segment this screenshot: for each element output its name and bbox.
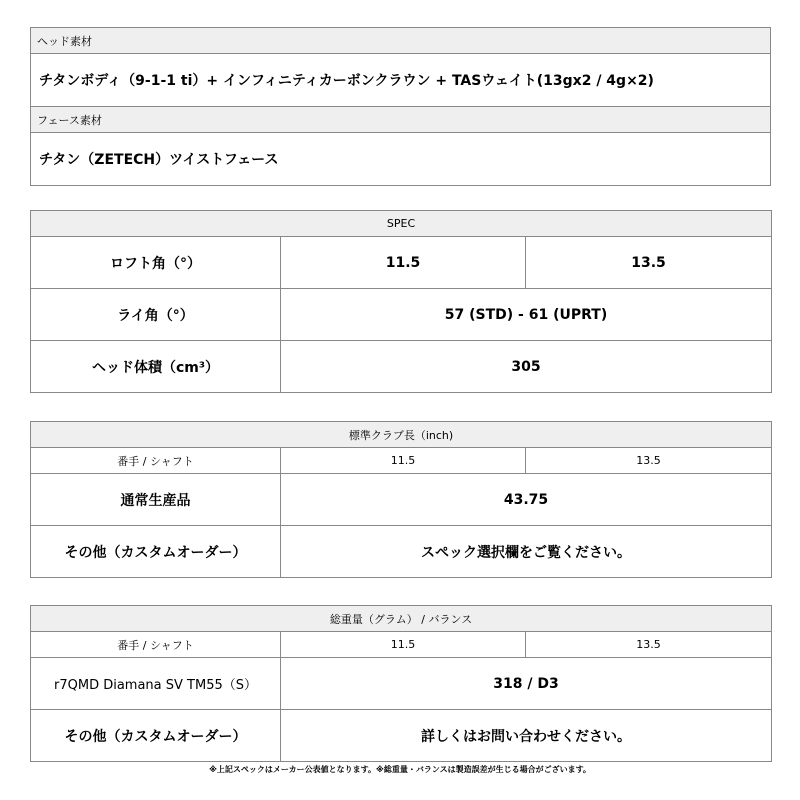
length-col-label: 番手 / シャフト	[31, 448, 281, 474]
weight-col-value-2: 13.5	[526, 632, 772, 658]
shaft-weight-value: 318 / D3	[281, 658, 772, 710]
head-material-value: チタンボディ（9-1-1 ti）+ インフィニティカーボンクラウン + TASウェイト(13gx2 / 4g×2)	[31, 54, 771, 107]
loft-value-2: 13.5	[526, 237, 772, 289]
head-material-label: ヘッド素材	[31, 28, 771, 54]
weight-title: 総重量（グラム） / バランス	[31, 606, 772, 632]
face-material-label: フェース素材	[31, 107, 771, 133]
weight-custom-label: その他（カスタムオーダー）	[31, 710, 281, 762]
custom-order-value: スペック選択欄をご覧ください。	[281, 526, 772, 578]
lie-label: ライ角（°）	[31, 289, 281, 341]
footnote: ※上記スペックはメーカー公表値となります。※総重量・バランスは製造誤差が生じる場合がございます。	[209, 765, 591, 774]
custom-order-label: その他（カスタムオーダー）	[31, 526, 281, 578]
face-material-value: チタン（ZETECH）ツイストフェース	[31, 133, 771, 186]
volume-label: ヘッド体積（cm³）	[31, 341, 281, 393]
standard-label: 通常生産品	[31, 474, 281, 526]
spec-title: SPEC	[31, 211, 772, 237]
loft-value-1: 11.5	[281, 237, 526, 289]
length-col-value-1: 11.5	[281, 448, 526, 474]
standard-value: 43.75	[281, 474, 772, 526]
length-title: 標準クラブ長（inch)	[31, 422, 772, 448]
lie-value: 57 (STD) - 61 (UPRT)	[281, 289, 772, 341]
weight-balance-table	[30, 605, 771, 762]
shaft-label: r7QMD Diamana SV TM55（S）	[31, 658, 281, 710]
club-length-table	[30, 421, 771, 578]
materials-table	[30, 27, 771, 186]
loft-label: ロフト角（°）	[31, 237, 281, 289]
weight-col-value-1: 11.5	[281, 632, 526, 658]
weight-custom-value: 詳しくはお問い合わせください。	[281, 710, 772, 762]
weight-col-label: 番手 / シャフト	[31, 632, 281, 658]
length-col-value-2: 13.5	[526, 448, 772, 474]
volume-value: 305	[281, 341, 772, 393]
spec-table	[30, 210, 771, 393]
